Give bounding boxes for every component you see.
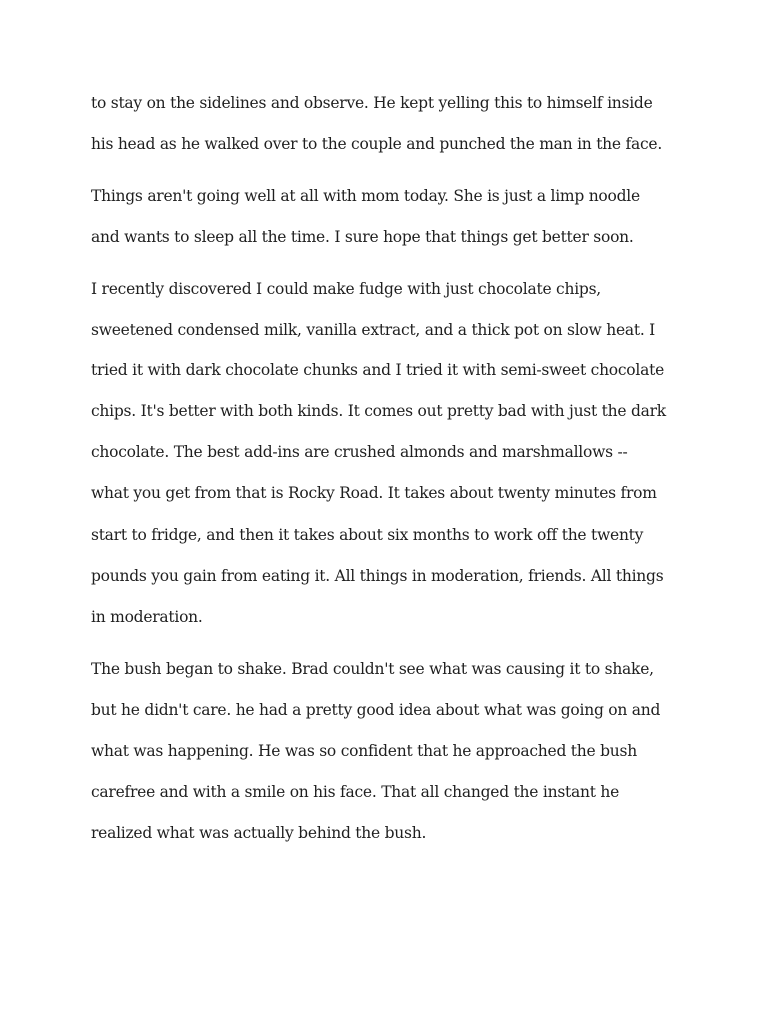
paragraph-3-line-1: I recently discovered I could make fudge with just chocolate chips, bbox=[91, 280, 601, 298]
paragraph-3-line-3: tried it with dark chocolate chunks and I tried it with semi-sweet chocolate bbox=[91, 361, 664, 379]
paragraph-4-line-2: but he didn't care. he had a pretty good idea about what was going on and bbox=[91, 701, 661, 719]
paragraph-4-line-3: what was happening. He was so confident that he approached the bush bbox=[91, 742, 637, 760]
paragraph-4-line-1: The bush began to shake. Brad couldn't see what was causing it to shake, bbox=[91, 660, 654, 678]
paragraph-3-line-9: in moderation. bbox=[91, 608, 203, 626]
paragraph-3-line-6: what you get from that is Rocky Road. It takes about twenty minutes from bbox=[91, 484, 657, 502]
paragraph-1-line-1: to stay on the sidelines and observe. He kept yelling this to himself inside bbox=[91, 94, 653, 112]
paragraph-1-line-2: his head as he walked over to the couple and punched the man in the face. bbox=[91, 135, 663, 153]
paragraph-4-line-5: realized what was actually behind the bush. bbox=[91, 824, 427, 842]
paragraph-3-line-2: sweetened condensed milk, vanilla extract, and a thick pot on slow heat. I bbox=[91, 321, 656, 339]
paragraph-2-line-2: and wants to sleep all the time. I sure hope that things get better soon. bbox=[91, 228, 634, 246]
paragraph-4-line-4: carefree and with a smile on his face. That all changed the instant he bbox=[91, 783, 620, 801]
paragraph-3-line-8: pounds you gain from eating it. All things in moderation, friends. All things bbox=[91, 567, 664, 585]
paragraph-3-line-5: chocolate. The best add-ins are crushed almonds and marshmallows -- bbox=[91, 443, 628, 461]
paragraph-3-line-4: chips. It's better with both kinds. It comes out pretty bad with just the dark bbox=[91, 402, 666, 420]
paragraph-2-line-1: Things aren't going well at all with mom today. She is just a limp noodle bbox=[91, 187, 640, 205]
paragraph-3-line-7: start to fridge, and then it takes about six months to work off the twenty bbox=[91, 526, 644, 544]
